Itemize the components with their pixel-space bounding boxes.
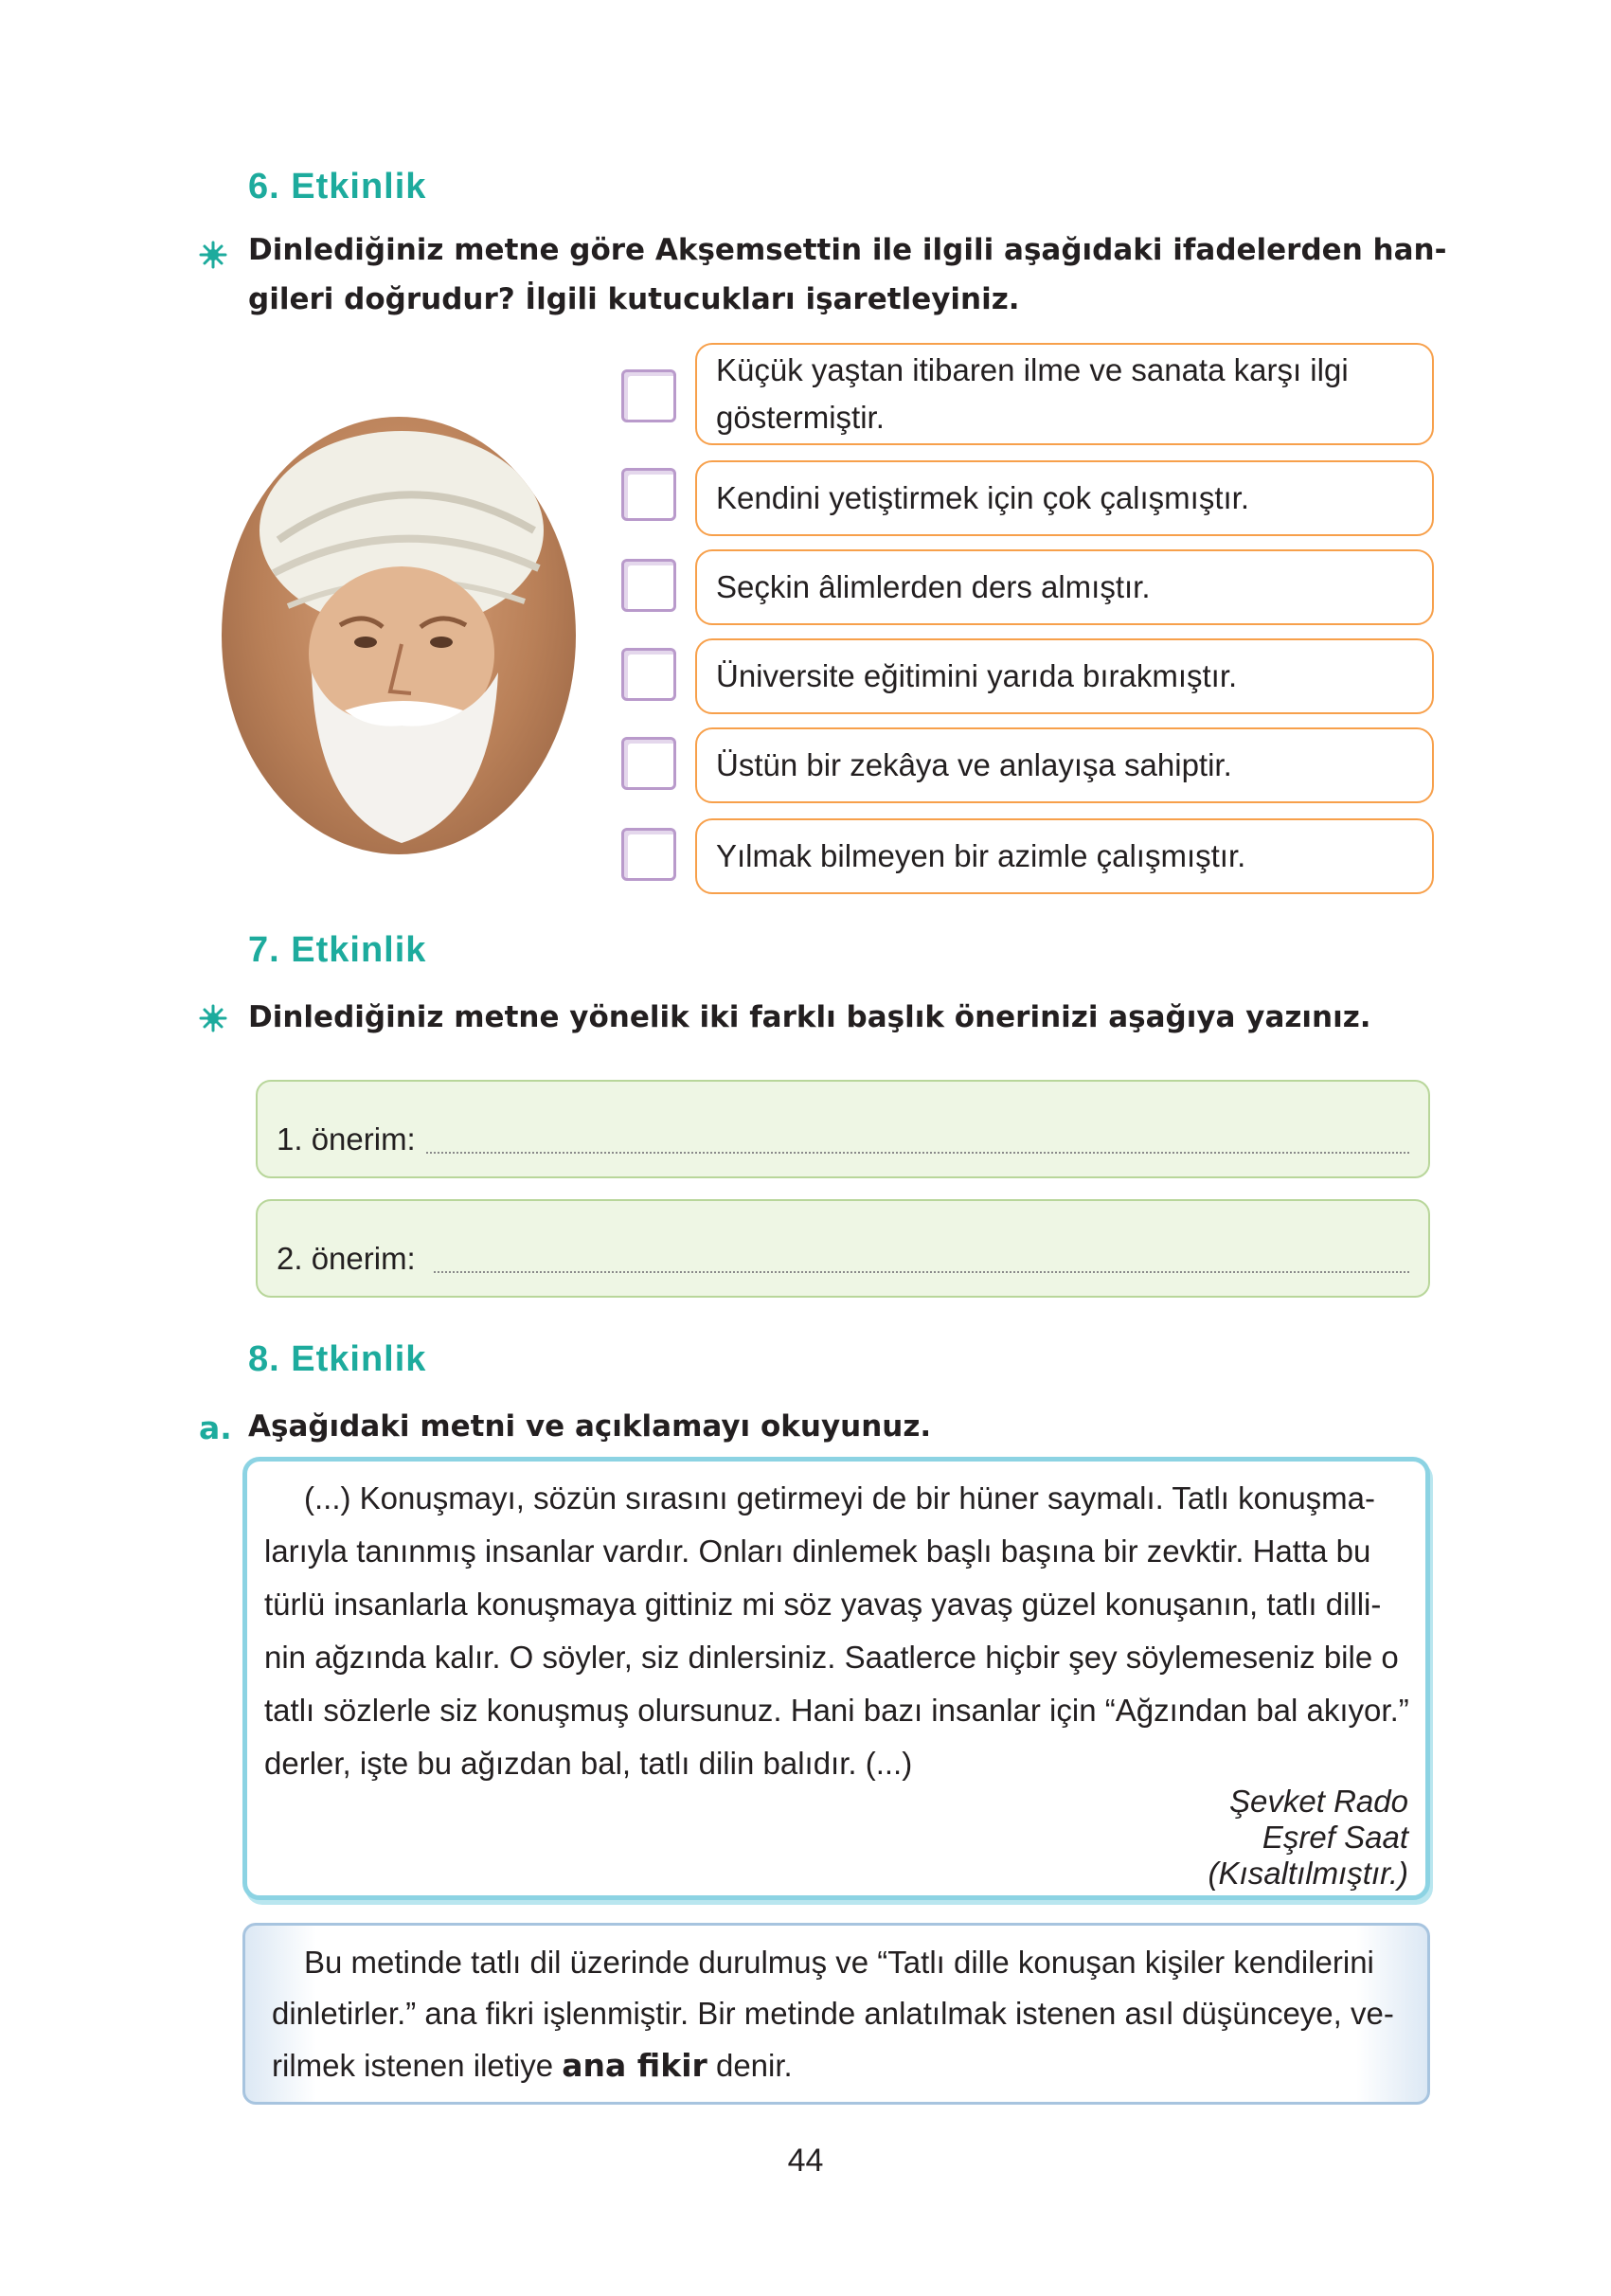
activity-7-instruction: Dinlediğiniz metne yönelik iki farklı başlık önerinizi aşağıya yazınız.	[248, 1000, 1371, 1034]
statement-2: Kendini yetiştirmek için çok çalışmıştır.	[695, 460, 1434, 536]
checkbox-5[interactable]	[621, 737, 676, 790]
activity-8-heading: 8. Etkinlik	[248, 1339, 427, 1379]
suggestion-field-1[interactable]	[256, 1080, 1430, 1178]
statement-4: Üniversite eğitimini yarıda bırakmıştır.	[695, 638, 1434, 714]
checkbox-6[interactable]	[621, 828, 676, 881]
starburst-bullet-icon	[199, 241, 227, 269]
passage-line: larıyla tanınmış insanlar vardır. Onları dinlemek başlı başına bir zevktir. Hatta bu	[264, 1534, 1371, 1569]
reading-passage-box	[242, 1457, 1430, 1900]
page-number: 44	[787, 2143, 824, 2179]
passage-author: Şevket Rado	[1229, 1784, 1408, 1819]
answer-line-1[interactable]	[426, 1152, 1409, 1154]
passage-line: derler, işte bu ağızdan bal, tatlı dilin balıdır. (...)	[264, 1746, 913, 1781]
activity-8-instruction: Aşağıdaki metni ve açıklamayı okuyunuz.	[248, 1409, 932, 1444]
passage-line: (...) Konuşmayı, sözün sırasını getirmeyi de bir hüner saymalı. Tatlı konuşma-	[304, 1480, 1376, 1516]
info-line-3: rilmek istenen iletiye ana fikir denir.	[272, 2047, 793, 2084]
suggestion-label-2: 2. önerim:	[277, 1241, 416, 1276]
main-idea-info-box	[242, 1923, 1430, 2105]
passage-line: tatlı sözlerle siz konuşmuş olursunuz. Hani bazı insanlar için “Ağzından bal akıyor.”	[264, 1693, 1409, 1728]
item-label-a: a.	[199, 1409, 232, 1446]
checkbox-3[interactable]	[621, 559, 676, 612]
statement-1: Küçük yaştan itibaren ilme ve sanata karşı ilgi göstermiştir.	[695, 343, 1434, 445]
activity-6-instruction: Dinlediğiniz metne göre Akşemsettin ile ilgili aşağıdaki ifadelerden han- gileri doğrudur? İlgili kutucukları işaretleyiniz.	[248, 233, 1447, 316]
akşemsettin-portrait	[222, 417, 576, 854]
portrait-illustration	[222, 417, 576, 854]
activity-7-heading: 7. Etkinlik	[248, 930, 427, 970]
statement-5: Üstün bir zekâya ve anlayışa sahiptir.	[695, 727, 1434, 803]
statement-6: Yılmak bilmeyen bir azimle çalışmıştır.	[695, 818, 1434, 894]
info-line-1: Bu metinde tatlı dil üzerinde durulmuş ve “Tatlı dille konuşan kişiler kendilerini	[304, 1945, 1374, 1980]
statement-3: Seçkin âlimlerden ders almıştır.	[695, 549, 1434, 625]
passage-note: (Kısaltılmıştır.)	[1208, 1856, 1408, 1891]
term-ana-fikir: ana fikir	[562, 2047, 707, 2084]
answer-line-2[interactable]	[434, 1271, 1409, 1273]
suggestion-label-1: 1. önerim:	[277, 1121, 416, 1157]
starburst-bullet-icon	[199, 1004, 227, 1032]
info-line-2: dinletirler.” ana fikri işlenmiştir. Bir metinde anlatılmak istenen asıl düşünceye, ve-	[272, 1996, 1394, 2031]
activity-6-heading: 6. Etkinlik	[248, 167, 427, 206]
checkbox-4[interactable]	[621, 648, 676, 701]
suggestion-field-2[interactable]	[256, 1199, 1430, 1298]
passage-source: Eşref Saat	[1262, 1820, 1408, 1855]
passage-line: türlü insanlarla konuşmaya gittiniz mi söz yavaş yavaş güzel konuşanın, tatlı dilli-	[264, 1587, 1382, 1622]
checkbox-2[interactable]	[621, 468, 676, 521]
passage-line: nin ağzında kalır. O söyler, siz dinlersiniz. Saatlerce hiçbir şey söylemeseniz bile o	[264, 1640, 1399, 1675]
checkbox-1[interactable]	[621, 369, 676, 422]
